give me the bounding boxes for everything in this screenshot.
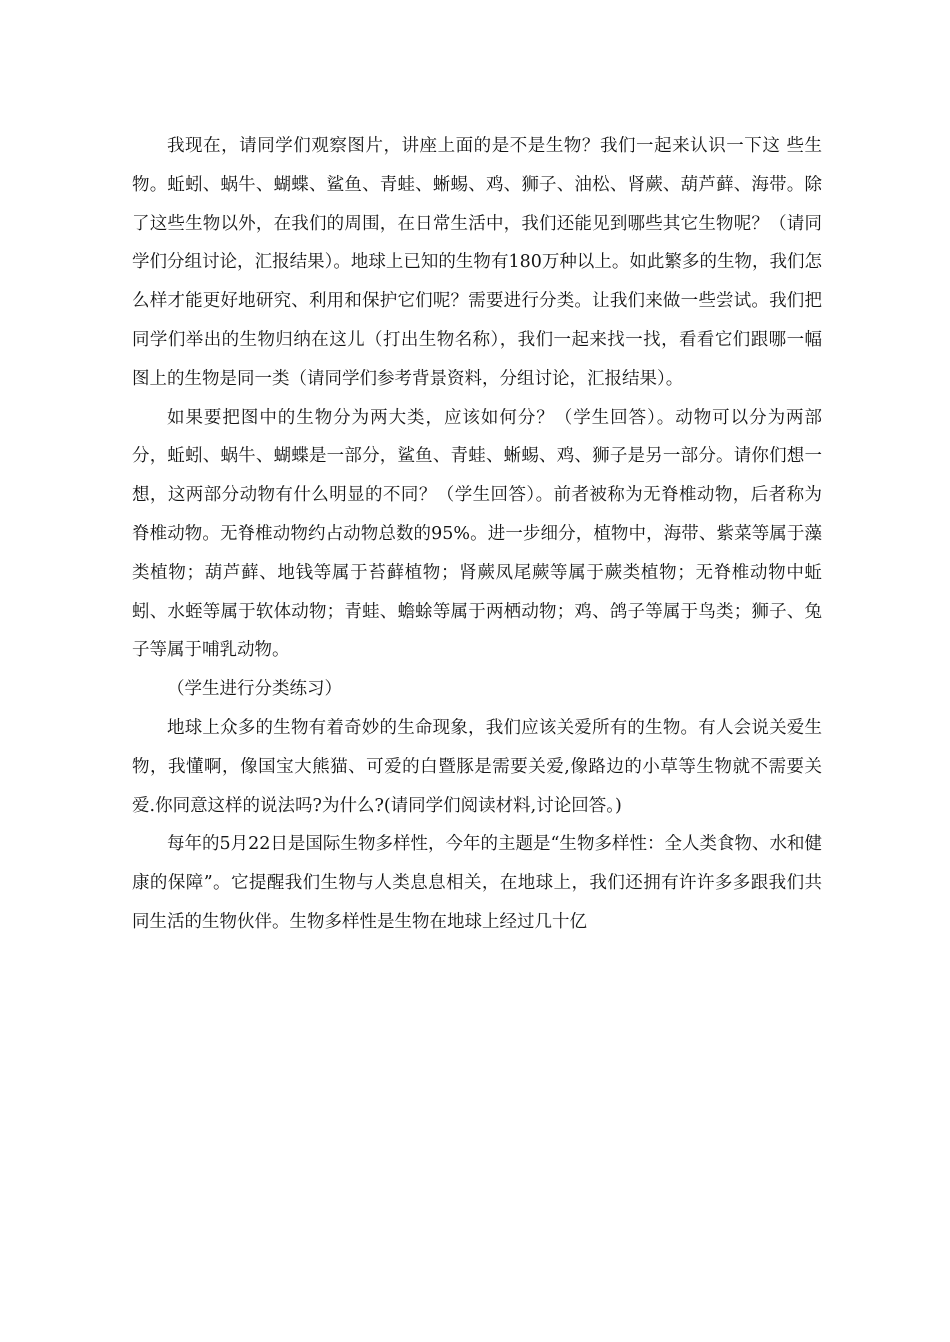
paragraph-3: （学生进行分类练习）: [167, 679, 342, 700]
paragraph-4: 地球上众多的生物有着奇妙的生命现象，我们应该关爱所有的生物。有人会说关爱生物，我懂啊，像国宝大熊猫、可爱的白暨豚是需要关爱,像路边的小草等生物就不需要关爱.你同意这样的说法吗?为什么?(请同学们阅读材料,讨论回答。): [132, 717, 822, 816]
paragraph-1: 我现在，请同学们观察图片，讲座上面的是不是生物？我们一起来认识一下这 些生物。蚯蚓、蜗牛、蝴蝶、鲨鱼、青蛙、蜥蜴、鸡、狮子、油松、肾蕨、葫芦藓、海带。除了这些生物以外，在我们的周围，在日常生活中，我们还能见到哪些其它生物呢？（请同学们分组讨论，汇报结果）。地球上已知的生物有180万种以上。如此繁多的生物，我们怎么样才能更好地研究、利用和保护它们呢？需要进行分类。让我们来做一些尝试。我们把同学们举出的生物归纳在这儿（打出生物名称），我们一起来找一找，看看它们跟哪一幅图上的生物是同一类（请同学们参考背景资料，分组讨论，汇报结果）。: [132, 136, 822, 389]
document-body: [132, 127, 822, 942]
paragraph-2: 如果要把图中的生物分为两大类，应该如何分？（学生回答）。动物可以分为两部分，蚯蚓、蜗牛、蝴蝶是一部分，鲨鱼、青蛙、蜥蜴、鸡、狮子是另一部分。请你们想一想，这两部分动物有什么明显的不同？（学生回答）。前者被称为无脊椎动物，后者称为脊椎动物。无脊椎动物约占动物总数的95%。进一步细分，植物中，海带、紫菜等属于藻类植物；葫芦藓、地钱等属于苔藓植物；肾蕨凤尾蕨等属于蕨类植物；无脊椎动物中蚯蚓、水蛭等属于软体动物；青蛙、蟾蜍等属于两栖动物；鸡、鸽子等属于鸟类；狮子、兔子等属于哺乳动物。: [132, 407, 822, 661]
paragraph-5: 每年的5月22日是国际生物多样性，今年的主题是“生物多样性：全人类食物、水和健康的保障”。它提醒我们生物与人类息息相关，在地球上，我们还拥有许许多多跟我们共同生活的生物伙伴。生物多样性是生物在地球上经过几十亿: [132, 834, 822, 932]
